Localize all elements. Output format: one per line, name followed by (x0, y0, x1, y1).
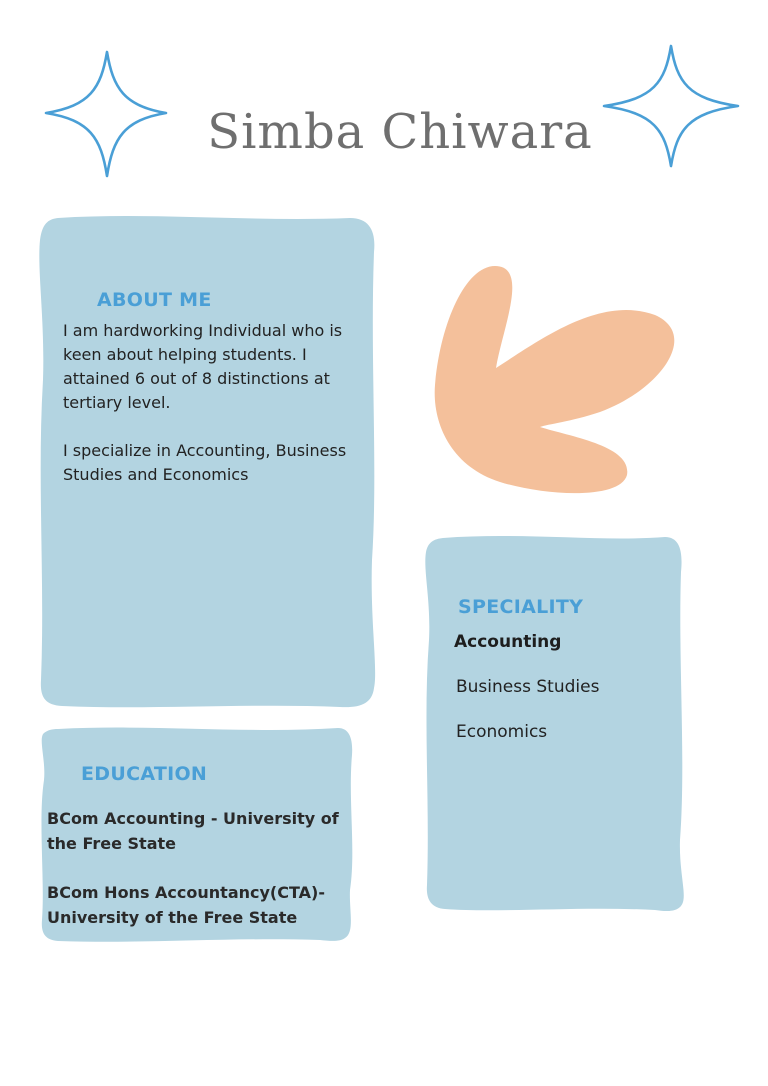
speciality-item: Accounting (454, 632, 562, 652)
education-list (47, 806, 347, 954)
speciality-list (454, 632, 599, 767)
about-paragraph: I am hardworking Individual who is keen about helping students. I attained 6 out of 8 distinctions at tertiary level. (63, 321, 343, 412)
speciality-item: Economics (456, 722, 548, 742)
about-text (63, 319, 363, 511)
education-item: BCom Accounting - University of the Free State (47, 809, 339, 853)
about-paragraph: I specialize in Accounting, Business Studies and Economics (63, 441, 347, 484)
about-heading: ABOUT ME (97, 289, 212, 311)
abstract-leaf-shape (435, 266, 675, 493)
speciality-heading: SPECIALITY (458, 596, 584, 618)
page-title: Simba Chiwara (207, 104, 593, 160)
education-item: BCom Hons Accountancy(CTA)- University of the Free State (47, 883, 325, 927)
speciality-item: Business Studies (456, 677, 600, 697)
education-heading: EDUCATION (81, 763, 208, 785)
